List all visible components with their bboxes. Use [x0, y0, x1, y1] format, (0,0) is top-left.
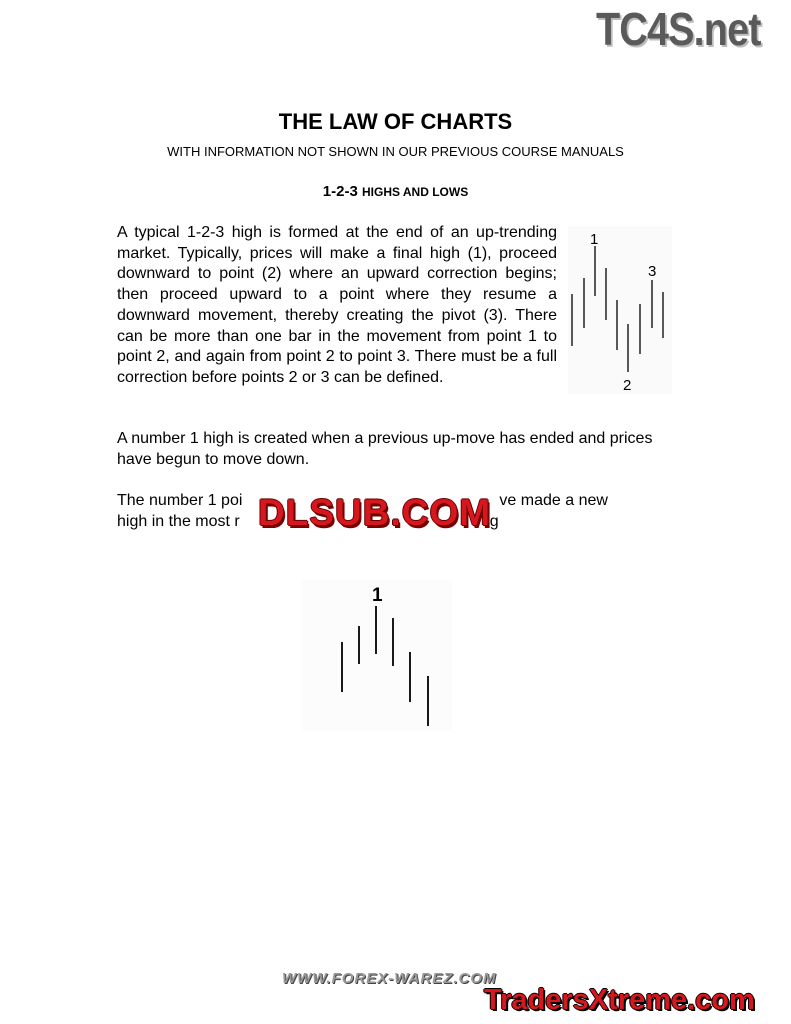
watermark-dlsub: DLSUB.COM: [258, 492, 492, 533]
label-1: 1: [372, 585, 383, 606]
page-title: THE LAW OF CHARTS: [278, 109, 513, 134]
section-heading: [0, 183, 791, 201]
text-fragment: high in the most r: [117, 512, 240, 530]
section-heading-text: HIGHS AND LOWS: [361, 185, 469, 199]
watermark-forex-warez: WWW.FOREX-WAREZ.COM: [282, 970, 497, 987]
section-number: 1-2-3: [322, 183, 358, 200]
watermark-tradersxtreme: TradersXtreme.com: [484, 984, 755, 1016]
text-fragment: The number 1 poi: [117, 492, 243, 509]
figure-number-1-high-svg: [302, 580, 452, 730]
page-subtitle: WITH INFORMATION NOT SHOWN IN OUR PREVIOUS COURSE MANUALS: [167, 144, 624, 159]
paragraph-123-high: A typical 1-2-3 high is formed at the end of an up-trending market. Typically, prices will make a final high (1), proceed downward to point (2) where an upward correction begins; then proceed upward to a point where they resume a downward movement, thereby creating the pivot (3). There can be more than one bar in the movement from point 1 to point 2, and again from point 2 to point 3. There must be a full correction before points 2 or 3 can be defined.: [117, 224, 557, 386]
label-1: 1: [590, 231, 599, 248]
label-3: 3: [648, 263, 657, 280]
paragraph-number-1-high: A number 1 high is created when a previous up-move has ended and prices have begun to move down.: [117, 430, 653, 468]
figure-number-1-high: [302, 580, 452, 730]
text-fragment: ve made a new: [499, 492, 608, 509]
watermark-tc4s: TC4S.net: [596, 3, 761, 55]
figure-123-high-svg: [568, 226, 672, 394]
figure-123-high: [568, 226, 672, 394]
text-fragment: g: [489, 512, 499, 530]
label-2: 2: [623, 377, 632, 394]
